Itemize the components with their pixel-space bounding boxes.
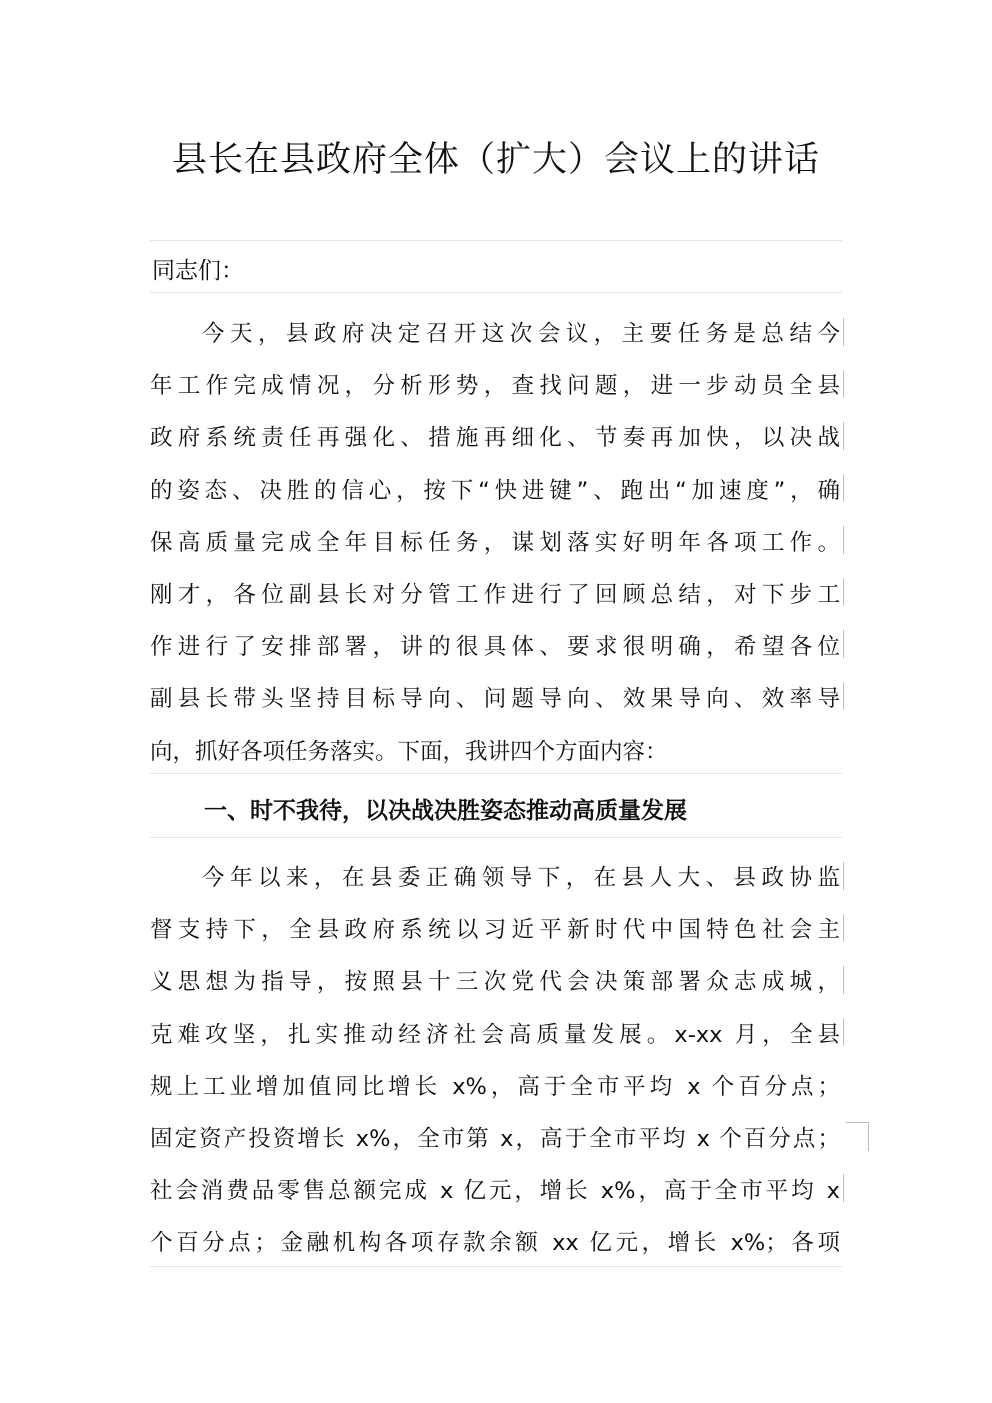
document-title: 县长在县政府全体（扩大）会议上的讲话	[171, 140, 820, 180]
text-line: 督支持下，全县政府系统以习近平新时代中国特色社会主	[150, 917, 840, 944]
divider	[150, 837, 842, 838]
margin-marker	[843, 862, 844, 890]
text-line: 固定资产投资增长 x%，全市第 x，高于全市平均 x 个百分点；	[150, 1125, 840, 1152]
margin-marker	[843, 682, 844, 710]
divider	[150, 773, 842, 774]
margin-marker	[843, 630, 844, 658]
text-line: 政府系统责任再强化、措施再细化、节奏再加快，以决战	[150, 425, 840, 452]
text-line: 的姿态、决胜的信心，按下“快进键”、跑出“加速度”，确	[150, 477, 840, 504]
paragraph-section1	[150, 852, 840, 1270]
margin-marker	[843, 1018, 844, 1046]
text-line: 今天，县政府决定召开这次会议，主要任务是总结今	[202, 321, 840, 347]
section-heading: 一、时不我待，以决战决胜姿态推动高质量发展	[204, 798, 687, 824]
margin-marker	[843, 966, 844, 994]
text-line: 规上工业增加值同比增长 x%，高于全市平均 x 个百分点；	[150, 1073, 840, 1100]
text-line: 作进行了安排部署，讲的很具体、要求很明确，希望各位	[150, 634, 840, 661]
text-line: 个百分点；金融机构各项存款余额 xx 亿元，增长 x%；各项	[150, 1230, 840, 1257]
margin-marker	[843, 318, 844, 346]
text-line: 刚才，各位副县长对分管工作进行了回顾总结，对下步工	[150, 581, 840, 608]
text-line: 保高质量完成全年目标任务，谋划落实好明年各项工作。	[150, 529, 840, 556]
margin-marker	[843, 526, 844, 554]
text-line: 克难攻坚，扎实推动经济社会高质量发展。x-xx 月，全县	[150, 1021, 840, 1048]
salutation: 同志们：	[152, 258, 244, 284]
divider	[150, 240, 842, 241]
margin-marker	[843, 578, 844, 606]
margin-marker	[843, 474, 844, 502]
text-line: 副县长带头坚持目标导向、问题导向、效果导向、效率导	[150, 686, 840, 713]
margin-marker	[843, 1174, 844, 1202]
margin-marker	[843, 914, 844, 942]
text-line: 义思想为指导，按照县十三次党代会决策部署众志成城，	[150, 969, 840, 996]
text-line: 今年以来，在县委正确领导下，在县人大、县政协监	[202, 865, 840, 891]
margin-marker	[843, 370, 844, 398]
divider	[150, 292, 842, 293]
margin-marker	[843, 422, 844, 450]
paragraph-intro	[150, 308, 840, 778]
text-line: 年工作完成情况，分析形势，查找问题，进一步动员全县	[150, 373, 840, 400]
divider	[150, 1266, 842, 1267]
margin-marker	[846, 1122, 869, 1151]
text-line: 社会消费品零售总额完成 x 亿元，增长 x%，高于全市平均 x	[150, 1178, 840, 1205]
text-line: 向，抓好各项任务落实。下面，我讲四个方面内容：	[150, 738, 668, 765]
